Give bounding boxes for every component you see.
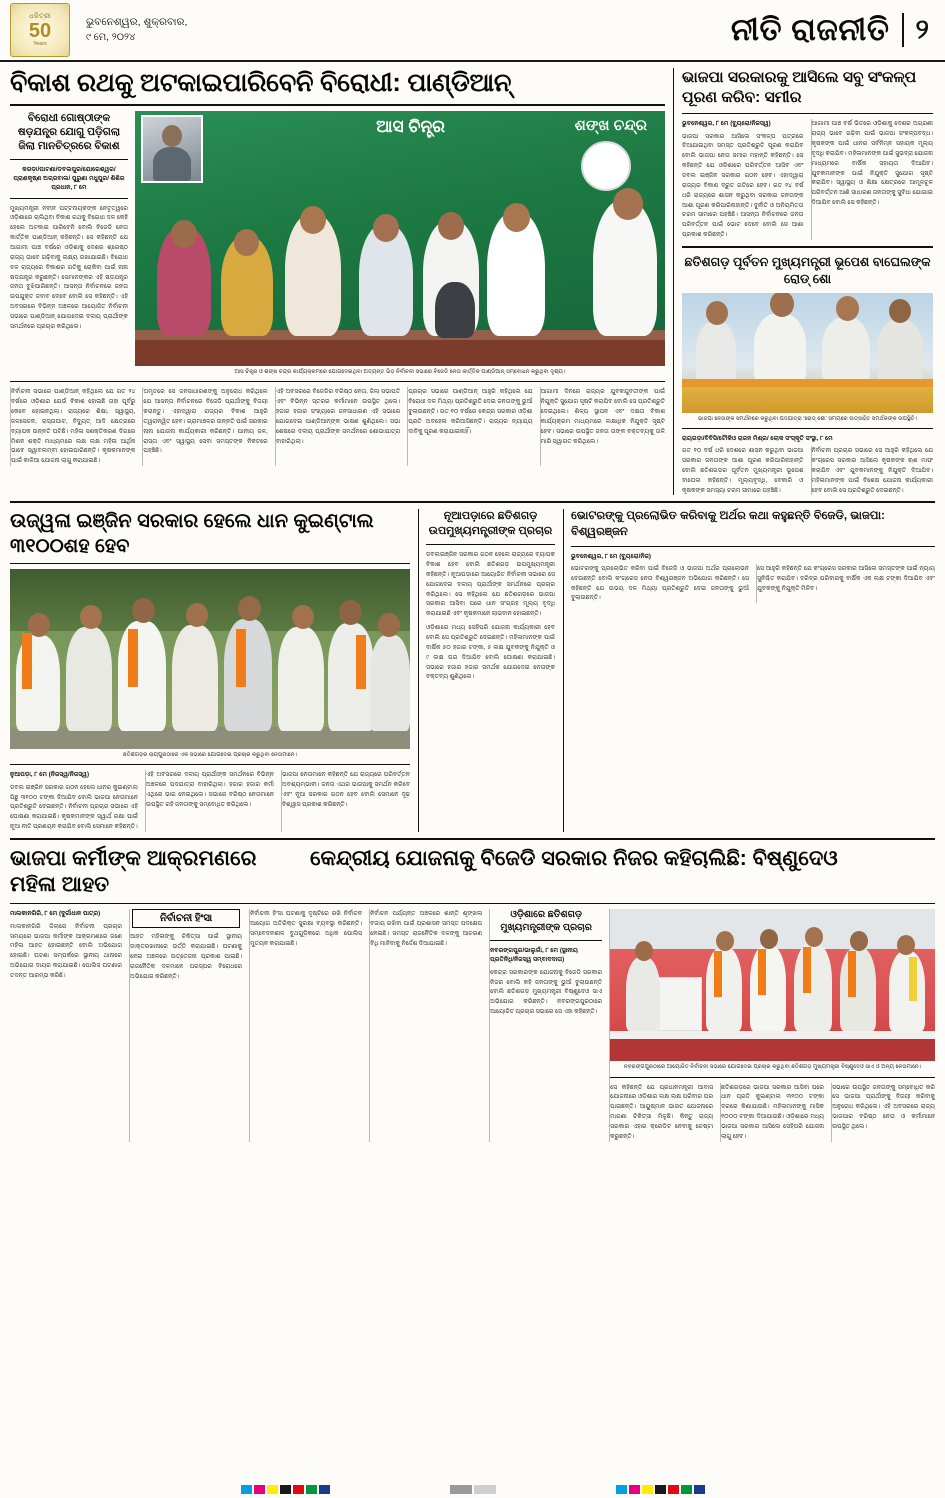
page-content: [0, 62, 945, 1142]
masthead-date: ୯ ମେ, ୨୦୨୪: [86, 32, 136, 44]
bottom-columns: [10, 909, 935, 1141]
nuapada-col-2: ଓଡ଼ିଶାରେ ମଧ୍ୟ ସେହିପରି ଯୋଜନା କାର୍ଯ୍ୟକାରୀ ହେବ ବୋଲି ସେ ପ୍ରତିଶ୍ରୁତି ଦେଇଛନ୍ତି। ମହିଳାମାନଙ୍କ ପାଇଁ ବାର୍ଷିକ ୫୦ ହଜାର ଟଙ୍କା, ୫ ଲକ୍ଷ ଯୁବକଙ୍କୁ ନିଯୁକ୍ତି ଓ ୯ ଲକ୍ଷ ଘର ଦିଆଯିବ ବୋଲି ଘୋଷଣା କରାଯାଇଛି। ସଭାରେ ହଜାର ହଜାର ସମର୍ଥକ ଯୋଗଦେଇ ନେତାଙ୍କ ବକ୍ତବ୍ୟ ଶୁଣିଥିଲେ।: [426, 624, 555, 681]
lead-headline: ବିକାଶ ରଥକୁ ଅଟକାଇପାରିବେନି ବିରୋଧୀ: ପାଣ୍ଡିଆନ୍: [10, 69, 512, 97]
nuapada-headline: ନୂଆପଡ଼ାରେ ଛତିଶଗଡ଼ ଉପମୁଖ୍ୟମନ୍ତ୍ରୀଙ୍କ ପ୍ରଚାର: [428, 510, 553, 538]
lead-photo: [135, 111, 665, 366]
bottom-col-2: ଆହତ ମହିଳାଙ୍କୁ ଚିକିତ୍ସା ପାଇଁ ସ୍ଥାନୀୟ ଡାକ୍ତରଖାନାରେ ଭର୍ତ୍ତି କରାଯାଇଛି। ଘଟଣାକୁ ନେଇ ଅଞ୍ଚଳରେ ଉତ୍ତେଜନା ପ୍ରକାଶ ପାଇଛି। ରାଜନୈତିକ ଦଳମାନେ ପରସ୍ପର ବିରୋଧରେ ଅଭିଯୋଗ କରିଛନ୍ତି।: [130, 933, 243, 980]
publication-logo: [10, 3, 70, 57]
ujjwala-photo: [10, 569, 410, 749]
vote-headline: ଭୋଟରଙ୍କୁ ପ୍ରଲୋଭିତ କରିବାକୁ ଅର୍ଥର କଥା କହୁଛନ୍ତି ବିଜେଡି, ଭାଜପା: ବିଶ୍ୱରଞ୍ଜନ: [571, 510, 885, 538]
banner-text-right: ଶଙ୍ଖ ଚନ୍ଦ୍ର: [574, 117, 647, 135]
lead-photo-caption: ଆସ ଚିନ୍ତ୍ର ଓ ଶଙ୍ଖ ଚନ୍ଦ୍ର କାର୍ଯ୍ୟକ୍ରମରେ ଯୋଗଦେଇଥିବା ଅତ୍ୟନ୍ତ ଭିଡ଼ ନିର୍ବାଚନୀ ସଭାରେ ବିଜେଡି ନେତା କାର୍ତ୍ତିକ ପାଣ୍ଡିଆନ୍ ସମ୍ବୋଧନ କରୁଥିବା ଦୃଶ୍ୟ।: [234, 369, 566, 376]
right-column: [673, 68, 933, 495]
chhattisgarh-col-2: ନିର୍ବାଚନୀ ପ୍ରଚାର ସଭାରେ ସେ ଆହୁରି କହିଥିଲେ ଯେ କଂଗ୍ରେସ ସରକାର ଆସିଲେ କୃଷକଙ୍କ ଋଣ ମାଫ କରାଯିବ ଏବଂ ଯୁବକମାନଙ୍କୁ ନିଯୁକ୍ତି ଦିଆଯିବ। ମହିଳାମାନଙ୍କ ପାଇଁ ବିଶେଷ ଯୋଜନା କାର୍ଯ୍ୟକାରୀ ହେବ ବୋଲି ସେ ପ୍ରତିଶ୍ରୁତି ଦେଇଛନ୍ତି।: [811, 447, 933, 494]
section-title: ନୀତି ରାଜନୀତି: [730, 11, 890, 47]
masthead-section-area: [731, 12, 935, 49]
registration-mark-group-center: [450, 1485, 496, 1494]
right-top-byline: ଭୁବନେଶ୍ୱର, ୮ ମେ (ବ୍ୟୁରୋ/ନିଜସ୍ୱ): [682, 120, 771, 128]
ujjwala-byline: ନୁଆପଡ଼ା, ୮ ମେ (ନିଜସ୍ୱ/ନିଜସ୍ୱ): [10, 771, 90, 779]
bottom-right-headline: କେନ୍ଦ୍ରୀୟ ଯୋଜନାକୁ ବିଜେଡି ସରକାର ନିଜର କହିଚାଲିଛି: ବିଷ୍ଣୁଦେଓ: [310, 846, 838, 870]
bottom-col-8: ସଭାରେ ଉପସ୍ଥିତ ଜନତାଙ୍କୁ ସମ୍ବୋଧିତ କରି ସେ ଭାଜପା ପ୍ରାର୍ଥୀଙ୍କୁ ବିଜୟୀ କରିବାକୁ ଅନୁରୋଧ କରିଥିଲେ। ଏହି ଅବସରରେ ରାଜ୍ୟ ଭାଜପାର ବରିଷ୍ଠ ନେତା ଓ କର୍ମୀମାନେ ଉପସ୍ଥିତ ଥିଲେ।: [831, 1083, 935, 1142]
banner-text-left: ଆସ ଚିନ୍ତ୍ର: [376, 117, 446, 137]
chhattisgarh-headline: ଛତିଶଗଡ଼ ପୂର୍ବତନ ମୁଖ୍ୟମନ୍ତ୍ରୀ ଭୂପେଶ ବାଘେଲଙ୍କ ରୋଡ୍ ଶୋ: [684, 255, 931, 286]
bottom-col-1: ମାଲକାନଗିରି ଜିଲାରେ ନିର୍ବାଚନୀ ପ୍ରଚାର ସମୟରେ ଭାଜପା କର୍ମୀଙ୍କ ଆକ୍ରମଣରେ ଜଣେ ମହିଳା ଆହତ ହୋଇଛନ୍ତି ବୋଲି ଅଭିଯୋଗ ହୋଇଛି। ଘଟଣା ସମ୍ପର୍କରେ ସ୍ଥାନୀୟ ଥାନାରେ ଅଭିଯୋଗ ଦାୟର କରାଯାଇଛି। ପୋଲିସ ଘଟଣାର ତଦନ୍ତ ଆରମ୍ଭ କରିଛି।: [10, 922, 123, 980]
bottom-photo: [610, 909, 935, 1061]
bottom-photo-block: [609, 909, 935, 1141]
lead-byline: କରଡ଼ା/ପାଟଣା/ଡବଲପୁର/ଯୋଗେଶ୍ୱର/ ପ୍ରାଣକୃଷ୍ଣ ଅଗ୍ରବାଲ/ ପୁରୁଣା ମଧୁପୁର/ ଶିଶିର ପ୍ରଧାନ, ୮ ମେ: [13, 165, 125, 192]
bottom-col-3: ନିର୍ବାଚନୀ ହିଂସା ଘଟଣାକୁ ଦୃଷ୍ଟିରେ ରଖି ନିର୍ବାଚନ ଆୟୋଗ ଅତିରିକ୍ତ ସୁରକ୍ଷା ବ୍ୟବସ୍ଥା କରିଛନ୍ତି। ସମ୍ବେଦନଶୀଳ ବୁଥଗୁଡ଼ିକରେ ଅଧିକ ପୋଲିସ ମୁତୟନ କରାଯାଇଛି।: [249, 909, 362, 1141]
registration-marks: [0, 1485, 945, 1494]
lead-col-1: ମୁଖ୍ୟମନ୍ତ୍ରୀ ନବୀନ ପଟ୍ଟନାୟକଙ୍କ ନେତୃତ୍ୱରେ ଓଡ଼ିଶାରେ ଚାଲିଥିବା ବିକାଶ ରଥକୁ ବିରୋଧୀ ଦଳ କେହି ହେଲେ ଅଟକାଇ ପାରିବେନି ବୋଲି ବିଜେଡି ନେତା କାର୍ତ୍ତିକ ପାଣ୍ଡିଆନ୍ କହିଛନ୍ତି। ସେ କହିଛନ୍ତି ଯେ ଆଗାମୀ ପାଞ୍ଚ ବର୍ଷରେ ଓଡ଼ିଶାକୁ ଦେଶର ଶ୍ରେଷ୍ଠ ରାଜ୍ୟ ଭାବେ ଗଢ଼ିବାକୁ ଲକ୍ଷ୍ୟ ରଖାଯାଇଛି। ବିରୋଧୀ ଦଳ ରାଜ୍ୟରେ ବିକାଶର ଗତିକୁ ରୋକିବା ପାଇଁ ନାନା ଷଡ଼ଯନ୍ତ୍ର କରୁଛନ୍ତି। ସେମାନଙ୍କର ଏହି ଷଡ଼ଯନ୍ତ୍ର ଜନତା ବୁଝିପାରିଛନ୍ତି। ଆସନ୍ତା ନିର୍ବାଚନରେ ଜନତା ଉପଯୁକ୍ତ ଜବାବ ଦେବେ ବୋଲି ସେ କହିଛନ୍ତି। ଏହି ଅବସରରେ ବିଭିନ୍ନ ଅଞ୍ଚଳରେ ଆୟୋଜିତ ନିର୍ବାଚନୀ ସଭାରେ ପାଣ୍ଡିଆନ୍ ଯୋଗଦେଇ ଦଳୀୟ ପ୍ରାର୍ଥୀଙ୍କ ସମର୍ଥନରେ ପ୍ରଚାର କରିଥିଲେ।: [10, 204, 128, 330]
bottom-right-byline: ନବରଙ୍ଗପୁର/ଭାଲୁଗାଁ, ୮ ମେ (ସ୍ଥାନୀୟ ପ୍ରତିନିଧି/ନିଜସ୍ୱ ସମ୍ବାଦଦାତା): [490, 947, 579, 964]
nuapada-col-1: ଡବଲଇଞ୍ଜିନ ସରକାର ଗଠନ ହେଲେ ରାଜ୍ୟରେ ବ୍ୟାପକ ବିକାଶ ହେବ ବୋଲି ଛତିଶଗଡ଼ ଉପମୁଖ୍ୟମନ୍ତ୍ରୀ କହିଛନ୍ତି। ନୂଆପଡ଼ାରେ ଆୟୋଜିତ ନିର୍ବାଚନୀ ସଭାରେ ସେ ଯୋଗଦେଇ ଦଳୀୟ ପ୍ରାର୍ଥୀଙ୍କ ସମର୍ଥନରେ ପ୍ରଚାର କରିଥିଲେ। ସେ କହିଥିଲେ ଯେ ଛତିଶଗଡ଼ରେ ଭାଜପା ସରକାର ଆସିବା ପରେ ଧାନ ସଂଗ୍ରହ ମୂଲ୍ୟ ବୃଦ୍ଧି କରାଯାଇଛି ଏବଂ କୃଷକମାନେ ଲାଭବାନ ହୋଇଛନ୍ତି।: [426, 551, 555, 618]
page-number: ୨: [915, 14, 929, 44]
bottom-photo-caption: ନବରଙ୍ଗପୁରଠାରେ ଆୟୋଜିତ ନିର୍ବାଚନୀ ସଭାରେ ଯୋଗଦେଇ ପ୍ରଚାର କରୁଥିବା ଛତିଶଗଡ଼ ମୁଖ୍ୟମନ୍ତ୍ରୀ ବିଷ୍ଣୁଦେଓ ସାଏ ଓ ଅନ୍ୟ ନେତାମାନେ।: [623, 1064, 922, 1071]
vote-col-2: ସେ ଆହୁରି କହିଛନ୍ତି ଯେ କଂଗ୍ରେସ ସରକାର ଆସିଲେ ସମସ୍ତଙ୍କ ପାଇଁ ନ୍ୟାୟ ସୁନିଶ୍ଚିତ କରାଯିବ। ଦରିଦ୍ର ପରିବାରକୁ ବାର୍ଷିକ ଏକ ଲକ୍ଷ ଟଙ୍କା ଦିଆଯିବ ଏବଂ ଯୁବକଙ୍କୁ ନିଯୁକ୍ତି ମିଳିବ।: [756, 564, 935, 603]
vote-byline: ଭୁବନେଶ୍ୱର, ୮ ମେ (ବ୍ୟୁରୋ/ନିଜ): [571, 552, 651, 560]
masthead: [0, 0, 945, 62]
lead-story: [10, 68, 665, 495]
ujjwala-story: [10, 509, 410, 831]
bottom-band: [10, 846, 935, 1142]
logo-anniversary-number: 50: [28, 20, 52, 42]
bottom-col-4: ନିର୍ବାଚନ ପର୍ଯ୍ୟନ୍ତ ଅଞ୍ଚଳରେ ଶାନ୍ତି ଶୃଙ୍ଖଳା ବଜାୟ ରଖିବା ପାଇଁ ପ୍ରଶାସନ ସମସ୍ତ ପଦକ୍ଷେପ ନେଇଛି। ସମସ୍ତ ରାଜନୈତିକ ଦଳଙ୍କୁ ଆଚରଣ ବିଧି ମାନିବାକୁ ନିର୍ଦ୍ଦେଶ ଦିଆଯାଇଛି।: [369, 909, 482, 1141]
bottom-left-headline: ଭାଜପା କର୍ମୀଙ୍କ ଆକ୍ରମଣରେ ମହିଳା ଆହତ: [10, 846, 257, 897]
banner-emblem: [581, 141, 631, 191]
lead-col-3: ଅମୃତରେ ସେ ଜନସାଧାରଣଙ୍କୁ ଅନୁରୋଧ କରିଥିଲେ ଯେ ଆସନ୍ତା ନିର୍ବାଚନରେ ବିଜେଡି ପ୍ରାର୍ଥୀଙ୍କୁ ବିଜୟୀ କରାନ୍ତୁ। ଏହାଦ୍ୱାରା ରାଜ୍ୟର ବିକାଶ ଆହୁରି ତ୍ୱରାନ୍ୱିତ ହେବ। ଗ୍ରାମାଞ୍ଚଳର ଉନ୍ନତି ପାଇଁ ସରକାର ନାନା ଯୋଜନା କାର୍ଯ୍ୟକାରୀ କରିଛନ୍ତି। ପାନୀୟ ଜଳ, ରାସ୍ତା ଏବଂ ସ୍ୱାସ୍ଥ୍ୟ ସେବା ସମସ୍ତଙ୍କ ନିକଟରେ ପହଞ୍ଚିଛି।: [142, 387, 267, 466]
nuapada-story: [418, 509, 555, 831]
logo-years-label: Years: [33, 41, 47, 47]
chhattisgarh-caption: ଭାଜପା ନେତାଙ୍କ ସମର୍ଥନରେ କରୁଥିବା ପଦଯାତ୍ରା 'ରୋଡ୍ ଶୋ' ସମୟରେ ଉତ୍ସାହିତ ସମର୍ଥକଙ୍କ ଉପସ୍ଥିତି।: [697, 415, 918, 422]
logo-title: ଧରିତ୍ରୀ: [29, 13, 51, 20]
masthead-dateline: [86, 15, 187, 46]
bottom-col-5: କେନ୍ଦ୍ର ସରକାରଙ୍କ ଯୋଜନାକୁ ବିଜେଡି ସରକାର ନିଜର ବୋଲି କହି ଜନତାଙ୍କୁ ଭୁଆଁ ବୁଲାଉଛନ୍ତି ବୋଲି ଛତିଶଗଡ଼ ମୁଖ୍ୟମନ୍ତ୍ରୀ ବିଷ୍ଣୁଦେଓ ସାଏ ଅଭିଯୋଗ କରିଛନ୍ତି। ନବରଙ୍ଗପୁରଠାରେ ଆୟୋଜିତ ପ୍ରଚାର ସଭାରେ ସେ ଏହା କହିଛନ୍ତି।: [490, 968, 603, 1016]
ujjwala-col-2: ଏହି ଅବସରରେ ଦଳୀୟ ପ୍ରାର୍ଥୀଙ୍କ ସମର୍ଥନରେ ବିଭିନ୍ନ ଅଞ୍ଚଳରେ ପଦଯାତ୍ରା ବାହାରିଥିଲା। ହଜାର ହଜାର କର୍ମୀ ଏଥିରେ ଭାଗ ନେଇଥିଲେ। ସଭାରେ ବରିଷ୍ଠ ନେତାମାନେ ଉପସ୍ଥିତ ରହି ଜନତାଙ୍କୁ ସମ୍ବୋଧିତ କରିଥିଲେ।: [145, 770, 274, 832]
ujjwala-col-3: ଭାଜପା ନେତାମାନେ କହିଛନ୍ତି ଯେ ରାଜ୍ୟରେ ପରିବର୍ତ୍ତନ ଅବଶ୍ୟମ୍ଭାବୀ। ଜନତା ଏଥର ଭାଜପାକୁ ସମର୍ଥନ କରିବେ ଏବଂ ନୂଆ ସରକାର ଗଠନ ହେବ ବୋଲି ସେମାନେ ଦୃଢ଼ ବିଶ୍ୱାସ ପ୍ରକାଶ କରିଛନ୍ତି।: [281, 770, 410, 832]
chhattisgarh-photo: [682, 293, 933, 413]
vote-story: [563, 509, 935, 831]
election-violence-label: ନିର୍ବାଚନୀ ହିଂସା: [132, 909, 240, 928]
inset-portrait: [141, 115, 203, 183]
chhattisgarh-byline: ରାୟଗଡ଼ା/ବିବିସି/ଟୌକିଓ ରାଜନ ମିଶ୍ର/ ଲୋକ ସଂସ୍କୃତି ସଂସ୍ଥା, ୮ ମେ: [682, 434, 833, 442]
right-top-col-1: ଭାଜପା ସରକାର ଆସିଲେ ସଂକଳ୍ପ ପତ୍ରରେ ଦିଆଯାଇଥିବା ସମସ୍ତ ପ୍ରତିଶ୍ରୁତି ପୂରଣ କରାଯିବ ବୋଲି ଭାଜପା ନେତା ସମୀର ମହାନ୍ତି କହିଛନ୍ତି। ସେ କହିଛନ୍ତି ଯେ ଓଡ଼ିଶାରେ ପରିବର୍ତ୍ତନ ଆସିବ ଏବଂ ଡବଲ ଇଞ୍ଜିନ ସରକାର ଗଠନ ହେବ। ଏହାଦ୍ୱାରା ରାଜ୍ୟର ବିକାଶ ଦ୍ରୁତ ଗତିରେ ହେବ। ଗତ ୨୪ ବର୍ଷ ଧରି ରାଜ୍ୟରେ ଶାସନ କରୁଥିବା ସରକାର ଜନତାଙ୍କ ଆଶା ପୂରଣ କରିପାରିନାହାନ୍ତି। ଦୁର୍ନୀତି ଓ ଅନିୟମିତତା ଚରମ ସୀମାରେ ପହଞ୍ଚିଛି। ଆସନ୍ତା ନିର୍ବାଚନରେ ଜନତା ପରିବର୍ତ୍ତନ ପାଇଁ ଭୋଟ ଦେବେ ବୋଲି ସେ ଆଶା ପ୍ରକାଶ କରିଛନ୍ତି।: [682, 132, 804, 239]
bottom-col-7: ଛତିଶଗଡ଼ରେ ଭାଜପା ସରକାର ଆସିବା ପରେ ଧାନ ପ୍ରତି କୁଇଣ୍ଟାଲ ୩୧୦୦ ଟଙ୍କା ଦରରେ କିଣାଯାଉଛି। ମହିଳାମାନଙ୍କୁ ମାସିକ ୧୦୦୦ ଟଙ୍କା ଦିଆଯାଉଛି। ଓଡ଼ିଶାରେ ମଧ୍ୟ ଭାଜପା ସରକାର ଆସିଲେ ସେହିପରି ଯୋଜନା ଲାଗୁ ହେବ।: [721, 1083, 825, 1140]
bottom-subhead-cg: ଓଡ଼ିଶାରେ ଛତିଶଗଡ଼ ମୁଖ୍ୟମନ୍ତ୍ରୀଙ୍କ ପ୍ରଚାର: [500, 909, 592, 934]
bottom-col-6: ସେ କହିଛନ୍ତି ଯେ ପ୍ରଧାନମନ୍ତ୍ରୀ ଆବାସ ଯୋଜନାରେ ଓଡ଼ିଶାର ଲକ୍ଷ ଲକ୍ଷ ପରିବାର ଘର ପାଇଛନ୍ତି। ଆୟୁଷ୍ମାନ ଭାରତ ଯୋଜନାରେ ମାଗଣା ଚିକିତ୍ସା ମିଳୁଛି। କିନ୍ତୁ ରାଜ୍ୟ ସରକାର ଏହାର କ୍ରେଡିଟ ନେବାକୁ ଚେଷ୍ଟା କରୁଛନ୍ତି।: [610, 1083, 714, 1140]
registration-mark-group-left: [241, 1485, 330, 1494]
bottom-left-byline: ମାଲକାନଗିରି, ୮ ମେ (ଦୁର୍ଗାଧାନ ପାତ୍ର): [10, 910, 101, 918]
chhattisgarh-col-1: ଗତ ୧୦ ବର୍ଷ ଧରି ଦେଶରେ ଶାସନ କରୁଥିବା ଭାଜପା ସରକାର ଜନତାଙ୍କ ଆଶା ପୂରଣ କରିପାରିନାହାନ୍ତି ବୋଲି ଛତିଶଗଡ଼ର ପୂର୍ବତନ ମୁଖ୍ୟମନ୍ତ୍ରୀ ଭୂପେଶ ବାଘେଲ କହିଛନ୍ତି। ମୂଲ୍ୟବୃଦ୍ଧି, ବେକାରି ଓ କୃଷକଙ୍କ ସମସ୍ୟା ଚରମ ସୀମାରେ ପହଞ୍ଚିଛି।: [682, 447, 804, 494]
masthead-divider: [902, 13, 904, 47]
lead-col-4: ଏହି ଅବସରରେ ବିଜେଡିର ବରିଷ୍ଠ ନେତା, ଜିଲା ସଭାପତି ଏବଂ ବିଭିନ୍ନ ସ୍ତରର କର୍ମୀମାନେ ଉପସ୍ଥିତ ଥିଲେ। ହଜାର ହଜାର ସଂଖ୍ୟାରେ ଜନସାଧାରଣ ଏହି ସଭାରେ ଯୋଗଦେଇ ପାଣ୍ଡିଆନ୍ଙ୍କ ଭାଷଣ ଶୁଣିଥିଲେ। ସଭା ଶେଷରେ ଦଳୀୟ ପ୍ରାର୍ଥୀଙ୍କ ସମର୍ଥନରେ ଶୋଭାଯାତ୍ରା ବାହାରିଥିଲା।: [275, 387, 400, 466]
ujjwala-headline: ଉଜ୍ୱଳା ଇଞ୍ଜିନ ସରକାର ହେଲେ ଧାନ କୁଇଣ୍ଟାଲ ୩୧୦୦ଶହ ହେବ: [10, 510, 374, 557]
masthead-place: ଭୁବନେଶ୍ୱର, ଶୁକ୍ରବାର,: [86, 15, 188, 28]
lead-kicker: ବିରୋଧୀ ଗୋଷ୍ଠୀଙ୍କ ଷଡ଼ଯନ୍ତ୍ର ଯୋଗୁ ପଡ଼ିଗଲା ଜିଲା ମାନଚିତ୍ରରେ ବିକାଶ: [17, 112, 121, 153]
vote-col-1: ଭୋଟରଙ୍କୁ ପ୍ରଲୋଭିତ କରିବା ପାଇଁ ବିଜେଡି ଓ ଭାଜପା ଅର୍ଥର ପ୍ରଲୋଭନ ଦେଉଛନ୍ତି ବୋଲି କଂଗ୍ରେସ ନେତା ବିଶ୍ୱରଞ୍ଜନ ଅଭିଯୋଗ କରିଛନ୍ତି। ସେ କହିଛନ୍ତି ଯେ ଉଭୟ ଦଳ ମିଥ୍ୟା ପ୍ରତିଶ୍ରୁତି ଦେଇ ଜନତାଙ୍କୁ ଭୁଆଁ ବୁଲାଉଛନ୍ତି।: [571, 564, 749, 602]
right-top-headline: ଭାଜପା ସରକାରକୁ ଆସିଲେ ସବୁ ସଂକଳ୍ପ ପୂରଣ କରିବ: ସମୀର: [682, 69, 917, 107]
lead-col-6: ଆଗାମୀ ଦିନରେ ରାଜ୍ୟର ଯୁବକଯୁବତୀଙ୍କ ପାଇଁ ନିଯୁକ୍ତି ସୁଯୋଗ ସୃଷ୍ଟି କରାଯିବ ବୋଲି ସେ ପ୍ରତିଶ୍ରୁତି ଦେଇଥିଲେ। ଶିଳ୍ପ ସ୍ଥାପନ ଏବଂ ଦକ୍ଷତା ବିକାଶ କାର୍ଯ୍ୟକ୍ରମ ମାଧ୍ୟମରେ ଲକ୍ଷାଧିକ ନିଯୁକ୍ତି ସୃଷ୍ଟି ହେବ। ସଭାରେ ଉପସ୍ଥିତ ଜନତା ତାଙ୍କ ବକ୍ତବ୍ୟକୁ ତାଳି ମାରି ସ୍ୱାଗତ କରିଥିଲେ।: [540, 387, 665, 466]
ujjwala-caption: ଛତିଶଗଡ଼ର ରାୟପୁରଠାରେ ଏକ ସଭାରେ ଯୋଗଦେଇ ପ୍ରଚାର କରୁଥିବା ନେତାମାନେ।: [123, 752, 297, 759]
top-zone: [10, 68, 935, 495]
lead-col-2: ନିର୍ବାଚନୀ ସଭାରେ ପାଣ୍ଡିଆନ୍ କହିଥିଲେ ଯେ ଗତ ୨୪ ବର୍ଷରେ ଓଡ଼ିଶାର ଯେଉଁ ବିକାଶ ହୋଇଛି ତାହା ପୂର୍ବରୁ କେବେ ହୋଇନଥିଲା। ରାଜ୍ୟରେ ଶିକ୍ଷା, ସ୍ୱାସ୍ଥ୍ୟ, ଜଳସେଚନ, ରାସ୍ତାଘାଟ, ବିଦ୍ୟୁତ୍ ଆଦି କ୍ଷେତ୍ରରେ ବ୍ୟାପକ ଉନ୍ନତି ଘଟିଛି। ମହିଳା ସଶକ୍ତିକରଣ ଦିଗରେ ମିଶନ ଶକ୍ତି ମାଧ୍ୟମରେ ଲକ୍ଷ ଲକ୍ଷ ମହିଳା ଆର୍ଥିକ ଭାବେ ସ୍ୱାବଲମ୍ବୀ ହୋଇପାରିଛନ୍ତି। କୃଷକମାନଙ୍କ ପାଇଁ କାଳିଆ ଯୋଜନା ଲାଗୁ କରାଯାଇଛି।: [11, 388, 136, 465]
ujjwala-col-1: ଡବଲ ଇଞ୍ଜିନ ସରକାର ଗଠନ ହେଲେ ଧାନର କୁଇଣ୍ଟାଲ ପିଛୁ ୩୧୦୦ ଟଙ୍କା ଦିଆଯିବ ବୋଲି ଭାଜପା ନେତାମାନେ ପ୍ରତିଶ୍ରୁତି ଦେଇଛନ୍ତି। ନିର୍ବାଚନୀ ପ୍ରଚାର ସଭାରେ ଏହି ଘୋଷଣା କରାଯାଇଛି। କୃଷକମାନଙ୍କ ସ୍ୱାର୍ଥ ରକ୍ଷା ପାଇଁ ନୂଆ ନୀତି ପ୍ରଣୟନ କରାଯିବ ବୋଲି ସେମାନେ କହିଛନ୍ତି।: [10, 783, 138, 831]
registration-mark-group-right: [616, 1485, 705, 1494]
lead-photo-people: [135, 216, 665, 366]
right-top-col-2: ଆଗାମୀ ପାଞ୍ଚ ବର୍ଷ ଭିତରେ ଓଡ଼ିଶାକୁ ଦେଶର ଅଗ୍ରଣୀ ରାଜ୍ୟ ଭାବେ ଗଢ଼ିବା ପାଇଁ ଭାଜପା ସଂକଳ୍ପବଦ୍ଧ। କୃଷକଙ୍କ ପାଇଁ ଧାନର ସର୍ବନିମ୍ନ ସହାୟକ ମୂଲ୍ୟ ବୃଦ୍ଧି କରାଯିବ। ମହିଳାମାନଙ୍କ ପାଇଁ ସୁଭଦ୍ରା ଯୋଜନା ମାଧ୍ୟମରେ ବାର୍ଷିକ ସହାୟତା ଦିଆଯିବ। ଯୁବକମାନଙ୍କ ପାଇଁ ନିଯୁକ୍ତି ସୁଯୋଗ ସୃଷ୍ଟି କରାଯିବ। ସ୍ୱାସ୍ଥ୍ୟ ଓ ଶିକ୍ଷା କ୍ଷେତ୍ରରେ ଆମୂଳଚୂଳ ପରିବର୍ତ୍ତନ ଆଣି ସାଧାରଣ ଜନତାଙ୍କୁ ସୁବିଧା ଯୋଗାଇ ଦିଆଯିବ ବୋଲି ସେ କହିଛନ୍ତି।: [811, 119, 934, 240]
lead-col-5: ପ୍ରଚାର ସଭାରେ ପାଣ୍ଡିଆନ୍ ଆହୁରି କହିଥିଲେ ଯେ ବିରୋଧୀ ଦଳ ମିଥ୍ୟା ପ୍ରତିଶ୍ରୁତି ଦେଇ ଜନତାଙ୍କୁ ଭୁଆଁ ବୁଲାଉଛନ୍ତି। ଗତ ୧୦ ବର୍ଷରେ କେନ୍ଦ୍ର ସରକାର ଓଡ଼ିଶା ପ୍ରତି ଅବହେଳା କରିଆସିଛନ୍ତି। ରାଜ୍ୟର ନ୍ୟାଯ୍ୟ ଦାବିକୁ ପୂରଣ କରାଯାଇନାହିଁ।: [407, 387, 532, 466]
middle-zone: [10, 509, 935, 831]
